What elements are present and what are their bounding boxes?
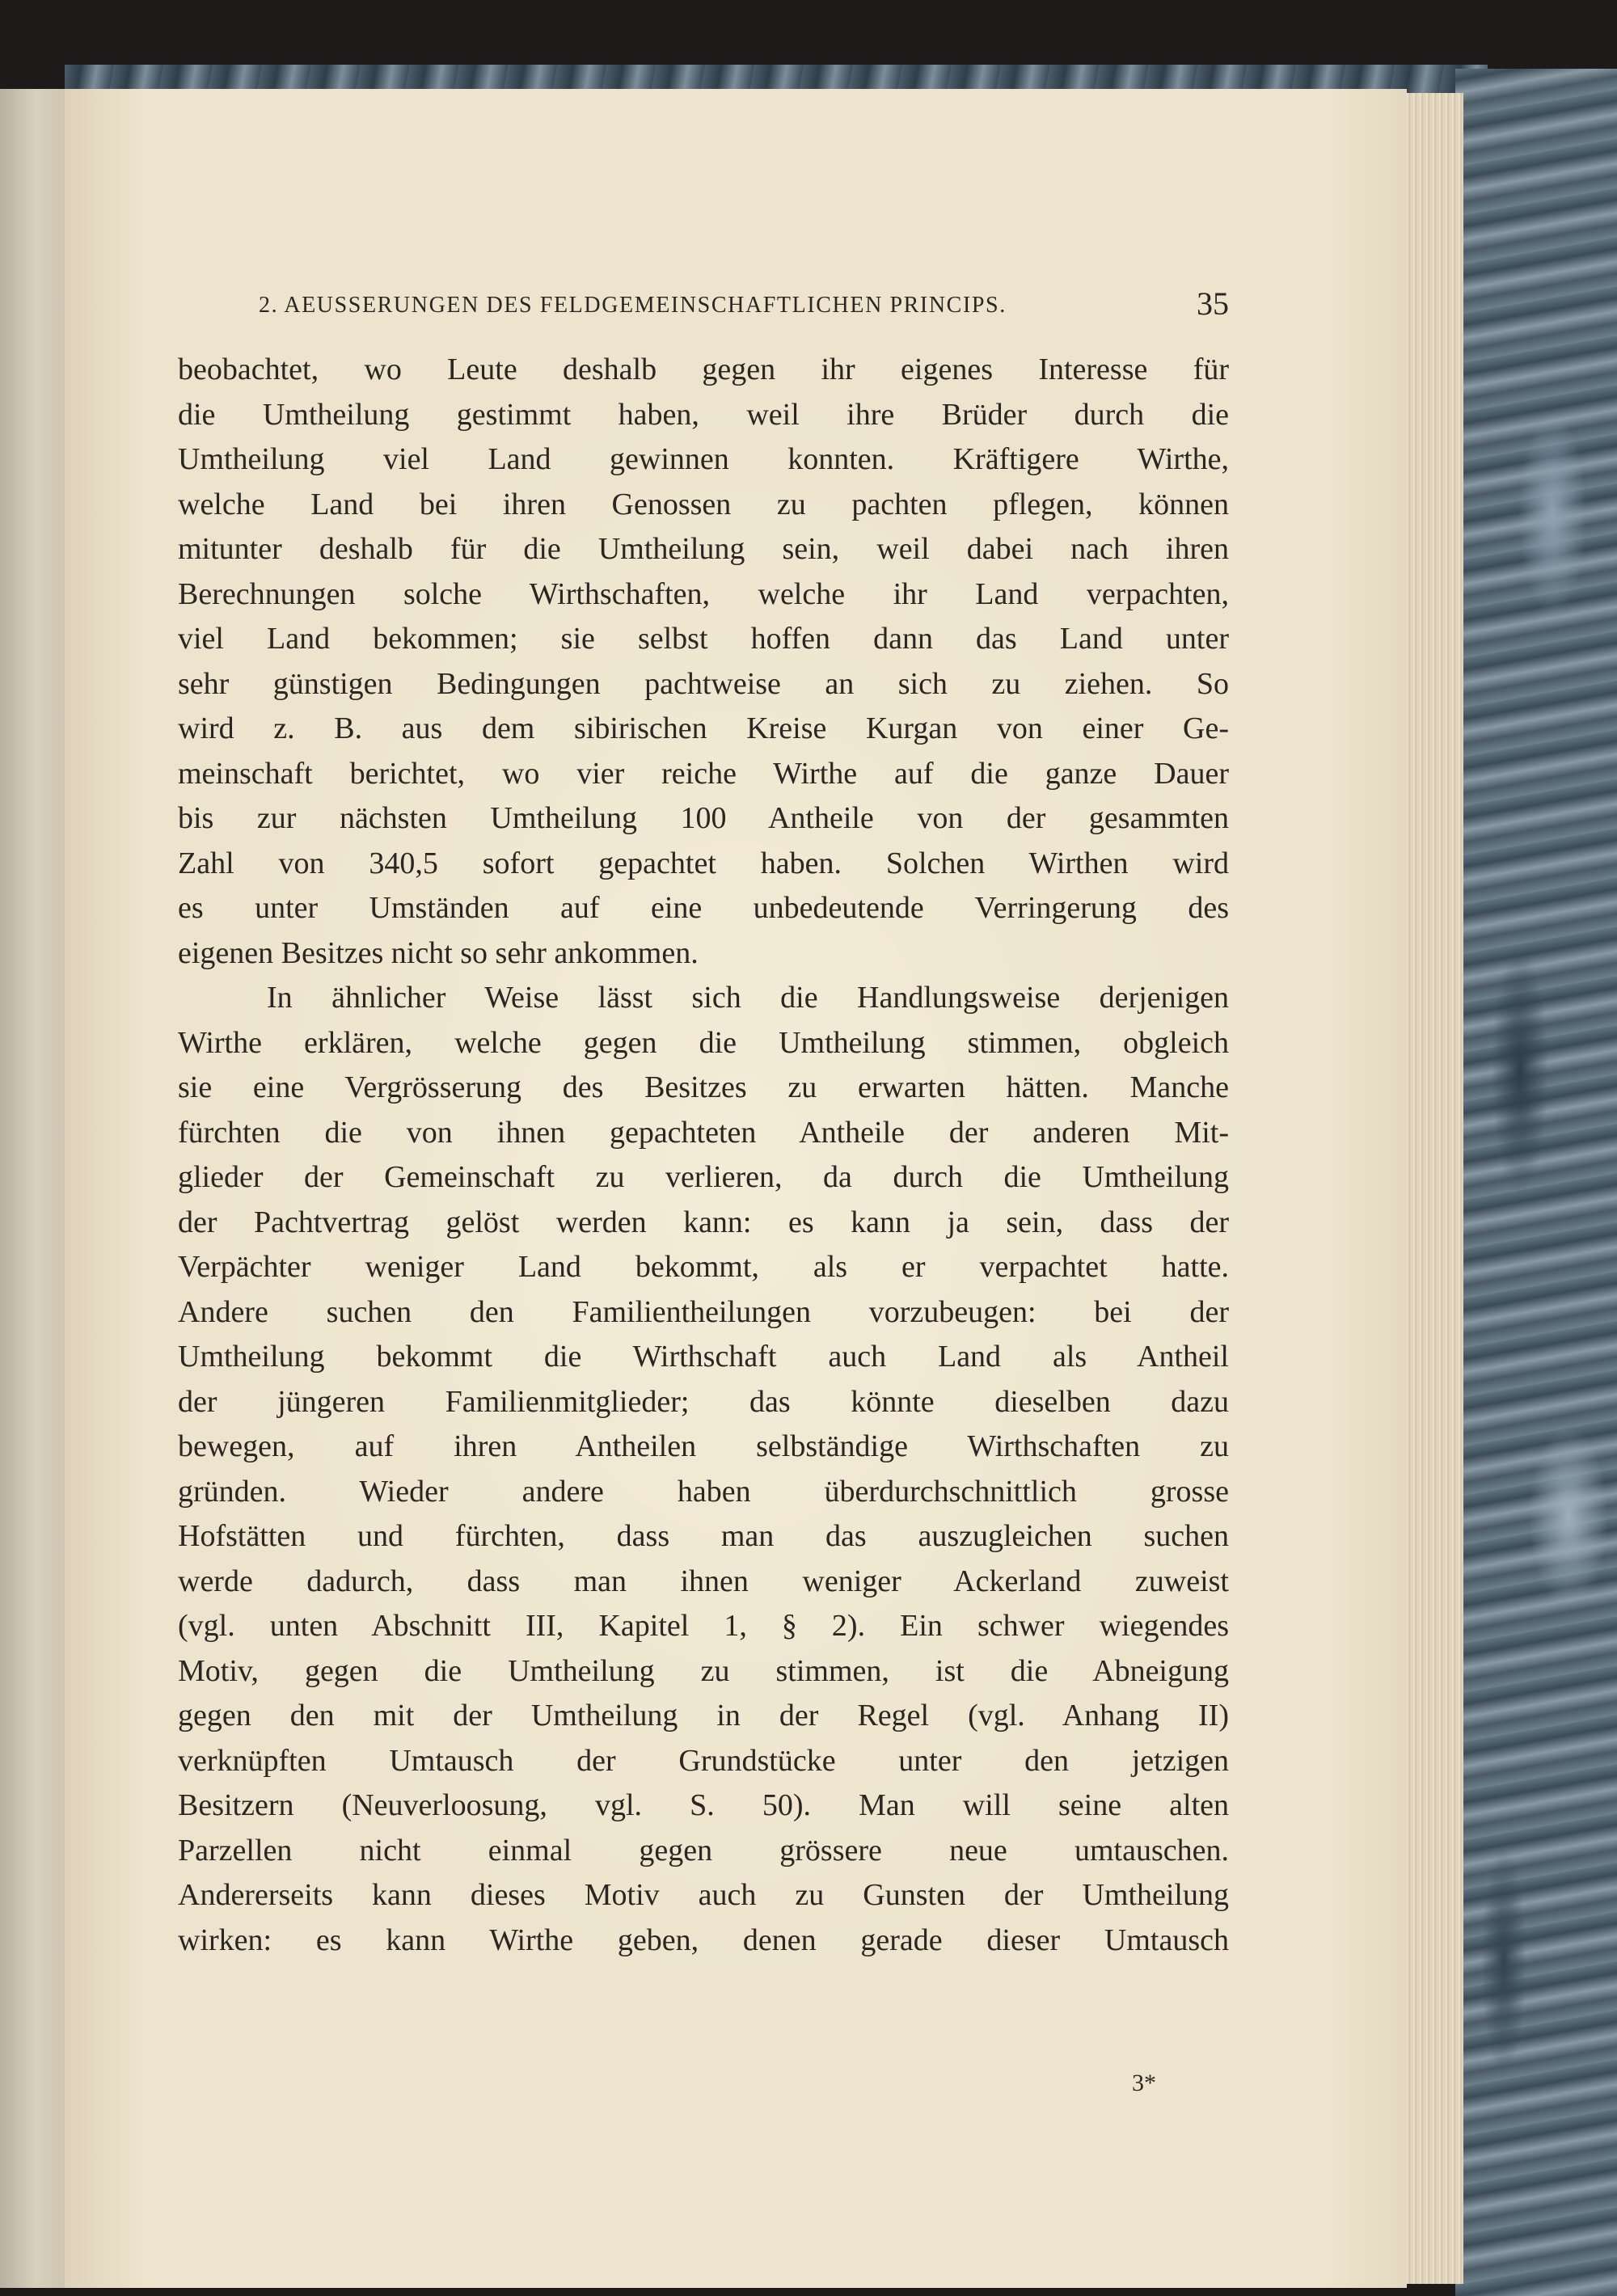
text-line: Besitzern (Neuverloosung, vgl. S. 50). Man will seine alten bbox=[178, 1788, 1229, 1822]
text-line: Andere suchen den Familientheilungen vorzubeugen: bei der bbox=[178, 1294, 1229, 1329]
text-line: die Umtheilung gestimmt haben, weil ihre Brüder durch die bbox=[178, 397, 1229, 432]
book-page bbox=[65, 89, 1407, 2288]
text-line: glieder der Gemeinschaft zu verlieren, da durch die Umtheilung bbox=[178, 1160, 1229, 1194]
text-line: Zahl von 340,5 sofort gepachtet haben. Solchen Wirthen wird bbox=[178, 846, 1229, 880]
text-line: welche Land bei ihren Genossen zu pachten pflegen, können bbox=[178, 487, 1229, 521]
text-line: Parzellen nicht einmal gegen grössere neue umtauschen. bbox=[178, 1833, 1229, 1868]
text-line: sehr günstigen Bedingungen pachtweise an sich zu ziehen. So bbox=[178, 666, 1229, 701]
text-line: Andererseits kann dieses Motiv auch zu Gunsten der Umtheilung bbox=[178, 1878, 1229, 1912]
text-line: der Pachtvertrag gelöst werden kann: es kann ja sein, dass der bbox=[178, 1205, 1229, 1239]
text-line: Verpächter weniger Land bekommt, als er verpachtet hatte. bbox=[178, 1250, 1229, 1284]
signature-mark: 3* bbox=[1132, 2070, 1156, 2096]
page-block-edges bbox=[1399, 93, 1463, 2284]
text-line: Berechnungen solche Wirthschaften, welche ihr Land verpachten, bbox=[178, 576, 1229, 611]
paragraph-start-line: In ähnlicher Weise lässt sich die Handlungsweise derjenigen bbox=[267, 981, 1229, 1015]
text-line: (vgl. unten Abschnitt III, Kapitel 1, § 2). Ein schwer wiegendes bbox=[178, 1609, 1229, 1643]
text-line: bewegen, auf ihren Antheilen selbständige Wirthschaften zu bbox=[178, 1429, 1229, 1463]
body-text bbox=[178, 348, 1229, 1963]
text-line: es unter Umständen auf eine unbedeutende Verringerung des bbox=[178, 891, 1229, 925]
text-line: Umtheilung viel Land gewinnen konnten. Kräftigere Wirthe, bbox=[178, 442, 1229, 476]
text-line: werde dadurch, dass man ihnen weniger Ackerland zuweist bbox=[178, 1564, 1229, 1598]
text-line: meinschaft berichtet, wo vier reiche Wirthe auf die ganze Dauer bbox=[178, 756, 1229, 791]
text-line: Wirthe erklären, welche gegen die Umtheilung stimmen, obgleich bbox=[178, 1025, 1229, 1060]
page-header bbox=[259, 283, 1229, 331]
text-line: Hofstätten und fürchten, dass man das auszugleichen suchen bbox=[178, 1519, 1229, 1553]
page-number: 35 bbox=[1197, 285, 1229, 322]
text-line: verknüpften Umtausch der Grundstücke unter den jetzigen bbox=[178, 1743, 1229, 1778]
text-line: beobachtet, wo Leute deshalb gegen ihr eigenes Interesse für bbox=[178, 352, 1229, 386]
text-line: Motiv, gegen die Umtheilung zu stimmen, ist die Abneigung bbox=[178, 1653, 1229, 1688]
text-line: wird z. B. aus dem sibirischen Kreise Kurgan von einer Ge- bbox=[178, 711, 1229, 745]
text-line: sie eine Vergrösserung des Besitzes zu erwarten hätten. Manche bbox=[178, 1070, 1229, 1104]
text-line: viel Land bekommen; sie selbst hoffen dann das Land unter bbox=[178, 622, 1229, 656]
text-line: der jüngeren Familienmitglieder; das könnte dieselben dazu bbox=[178, 1384, 1229, 1419]
text-line: fürchten die von ihnen gepachteten Antheile der anderen Mit- bbox=[178, 1115, 1229, 1150]
text-line: gründen. Wieder andere haben überdurchschnittlich grosse bbox=[178, 1474, 1229, 1509]
text-line: gegen den mit der Umtheilung in der Regel (vgl. Anhang II) bbox=[178, 1699, 1229, 1733]
previous-page-edge bbox=[0, 89, 65, 2288]
marbled-cover bbox=[1455, 69, 1617, 2296]
text-line: mitunter deshalb für die Umtheilung sein, weil dabei nach ihren bbox=[178, 532, 1229, 566]
text-line: Umtheilung bekommt die Wirthschaft auch Land als Antheil bbox=[178, 1340, 1229, 1374]
paragraph-end-line: eigenen Besitzes nicht so sehr ankommen. bbox=[178, 935, 699, 970]
running-title: 2. AEUSSERUNGEN DES FELDGEMEINSCHAFTLICHEN PRINCIPS. bbox=[259, 293, 1007, 318]
text-line: wirken: es kann Wirthe geben, denen gerade dieser Umtausch bbox=[178, 1922, 1229, 1957]
text-line: bis zur nächsten Umtheilung 100 Antheile von der gesammten bbox=[178, 801, 1229, 835]
